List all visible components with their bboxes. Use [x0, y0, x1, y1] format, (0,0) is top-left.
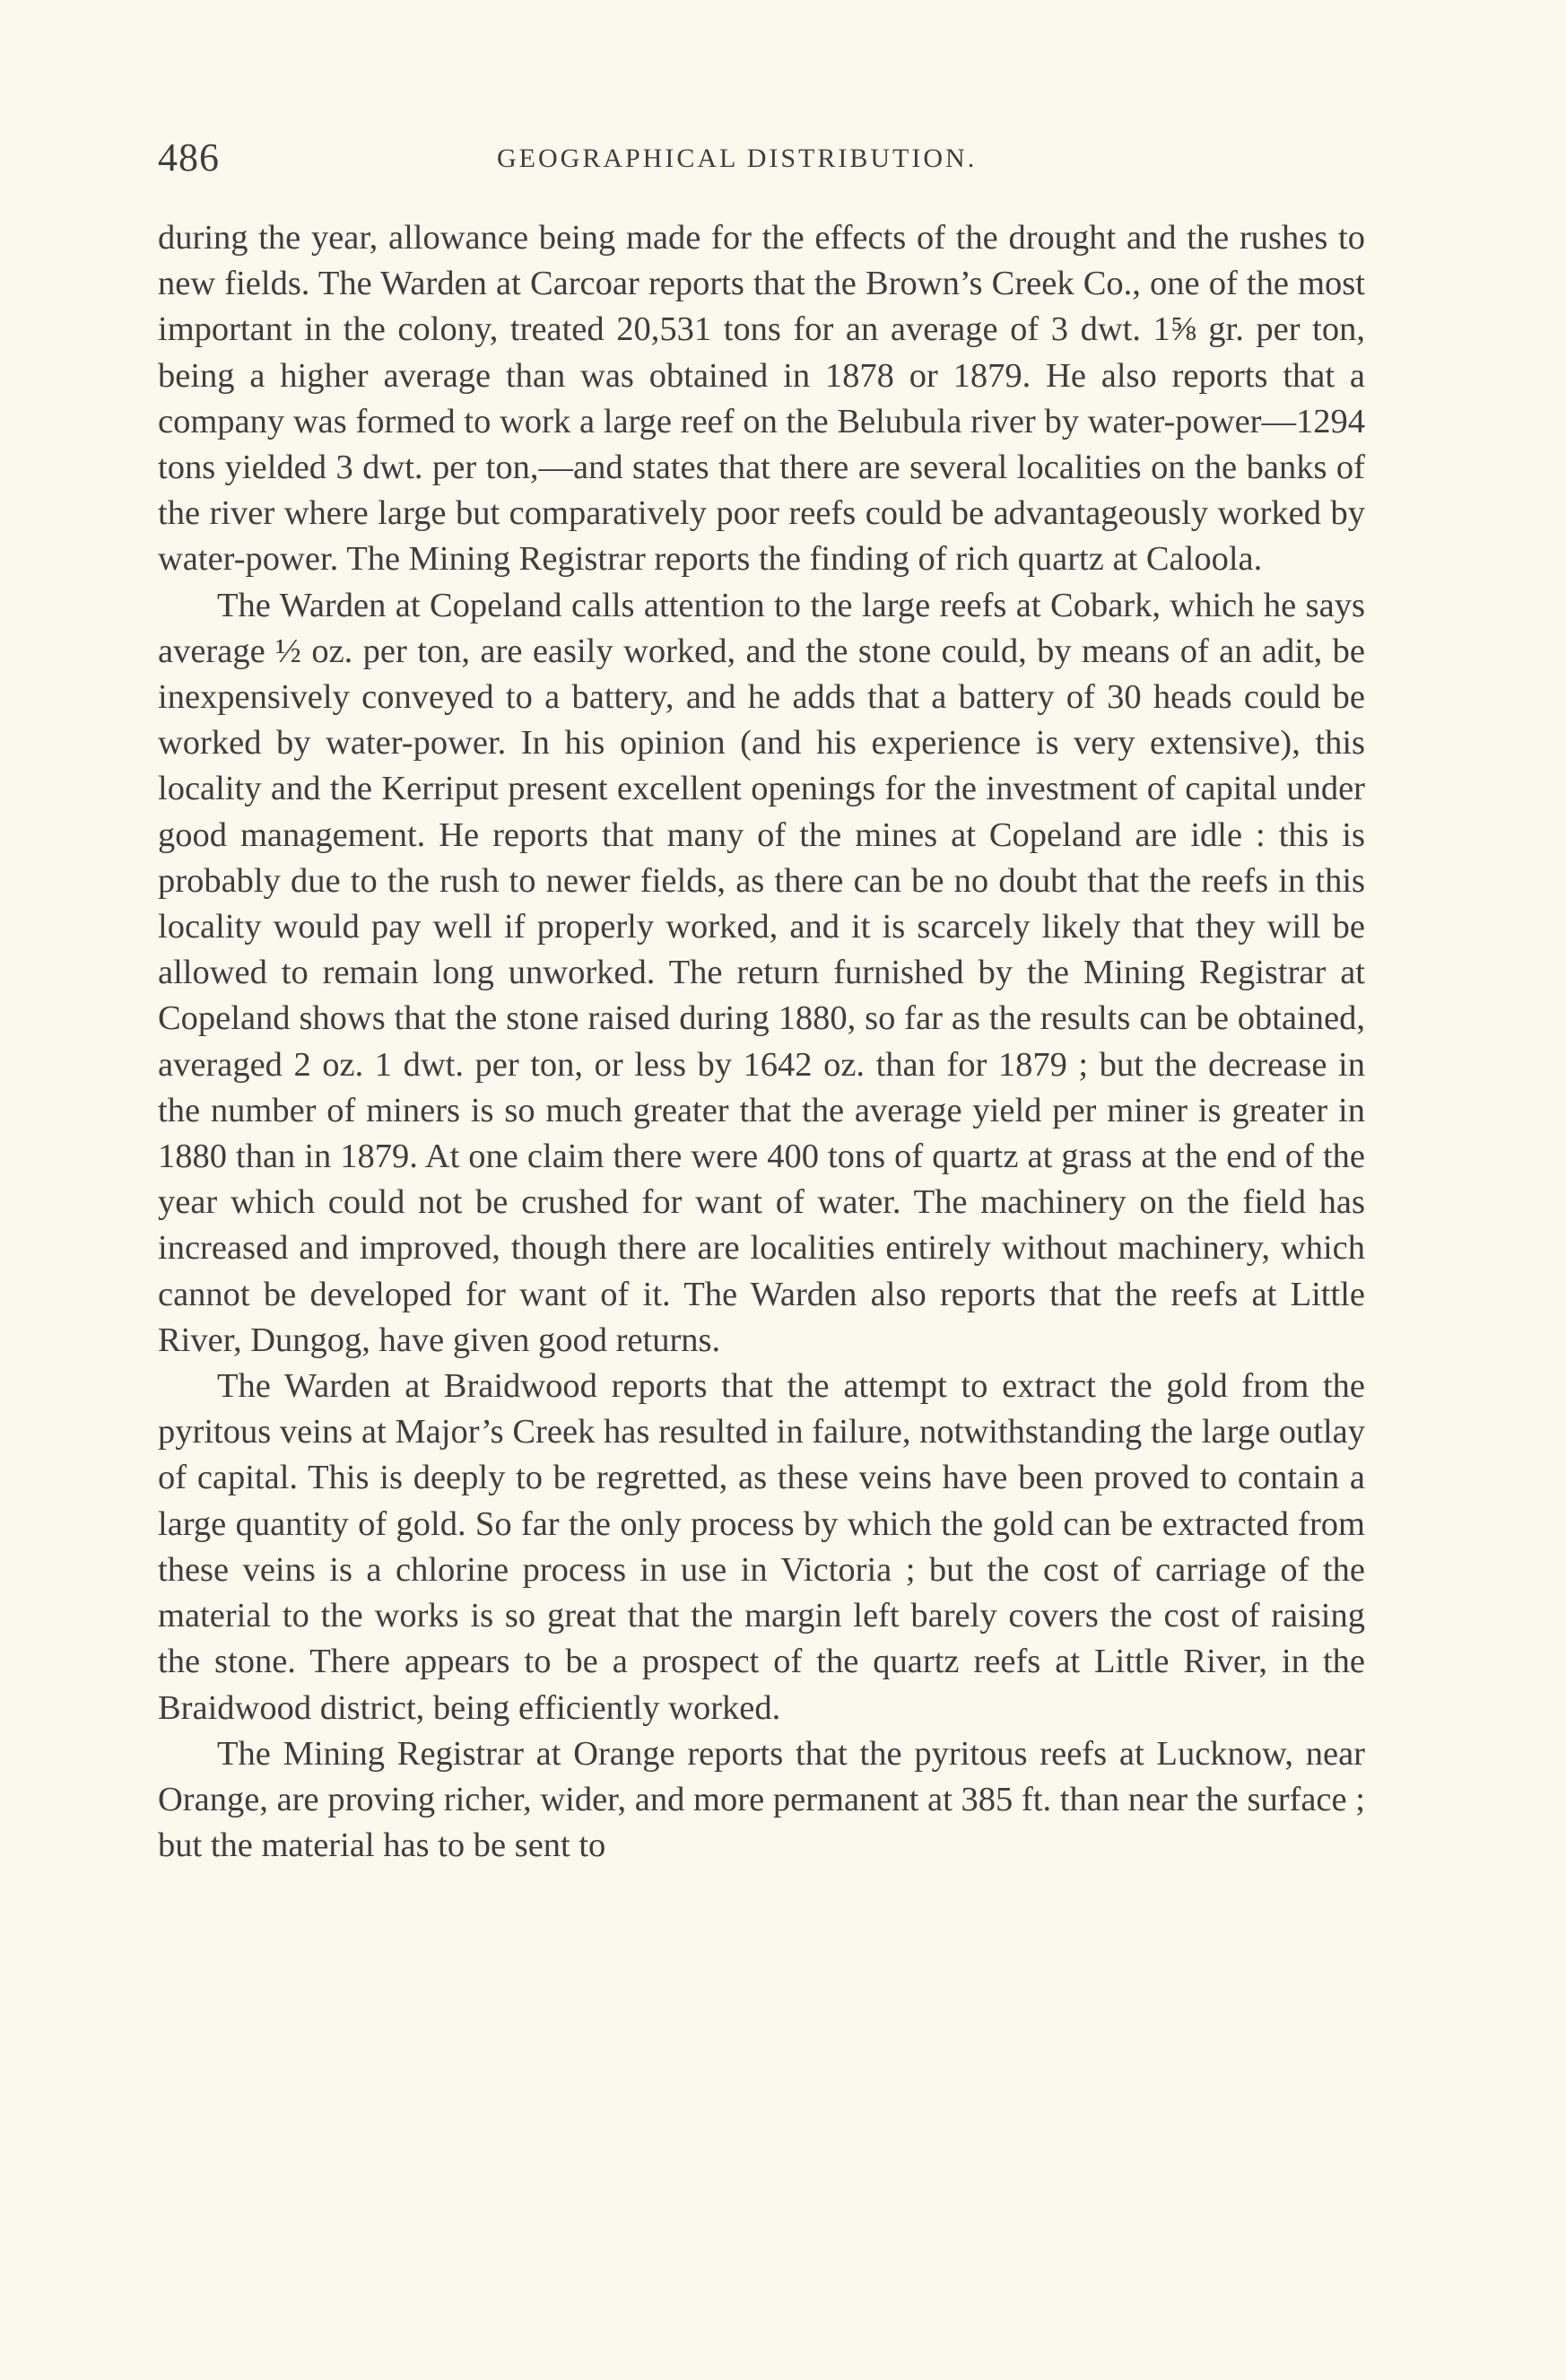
- text-body: [158, 215, 1365, 1869]
- paragraph-braidwood: The Warden at Braidwood reports that the attempt to extract the gold from the pyritous veins at Major’s Creek has resulted in failure, notwithstanding the large outlay of capital. This is deeply to be regretted, as these veins have been proved to contain a large quantity of gold. So far the only process by which the gold can be extracted from these veins is a chlorine process in use in Victoria ; but the cost of carriage of the material to the works is so great that the margin left barely covers the cost of raising the stone. There appears to be a prospect of the quartz reefs at Little River, in the Braidwood district, being efficiently worked.: [158, 1367, 1365, 1727]
- paragraph-continued: during the year, allowance being made for the effects of the drought and the rushes to new fields. The Warden at Carcoar reports that the Brown’s Creek Co., one of the most important in the colony, treated 20,531 tons for an average of 3 dwt. 1⅝ gr. per ton, being a higher average than was obtained in 1878 or 1879. He also reports that a company was formed to work a large reef on the Belubula river by water-power—1294 tons yielded 3 dwt. per ton,—and states that there are several localities on the banks of the river where large but comparatively poor reefs could be advantageously worked by water-power. The Mining Registrar reports the finding of rich quartz at Caloola.: [158, 219, 1365, 579]
- paragraph-copeland: The Warden at Copeland calls attention to the large reefs at Cobark, which he says average ½ oz. per ton, are easily worked, and the stone could, by means of an adit, be inexpensively conveyed to a battery, and he adds that a battery of 30 heads could be worked by water-power. In his opinion (and his experience is very extensive), this locality and the Kerriput present excellent openings for the investment of capital under good management. He reports that many of the mines at Copeland are idle : this is probably due to the rush to newer fields, as there can be no doubt that the reefs in this locality would pay well if properly worked, and it is scarcely likely that they will be allowed to remain long unworked. The return furnished by the Mining Registrar at Copeland shows that the stone raised during 1880, so far as the results can be obtained, averaged 2 oz. 1 dwt. per ton, or less by 1642 oz. than for 1879 ; but the decrease in the number of miners is so much greater that the average yield per miner is greater in 1880 than in 1879. At one claim there were 400 tons of quartz at grass at the end of the year which could not be crushed for want of water. The machinery on the field has increased and improved, though there are localities entirely without machinery, which cannot be developed for want of it. The Warden also reports that the reefs at Little River, Dungog, have given good returns.: [158, 586, 1365, 1359]
- page-number: 486: [158, 135, 220, 179]
- paragraph-orange: The Mining Registrar at Orange reports that the pyritous reefs at Lucknow, near Orange, are proving richer, wider, and more permanent at 385 ft. than near the surface ; but the material has to be sent to: [158, 1734, 1365, 1865]
- page-header: [158, 135, 1396, 188]
- running-head: GEOGRAPHICAL DISTRIBUTION.: [497, 144, 978, 173]
